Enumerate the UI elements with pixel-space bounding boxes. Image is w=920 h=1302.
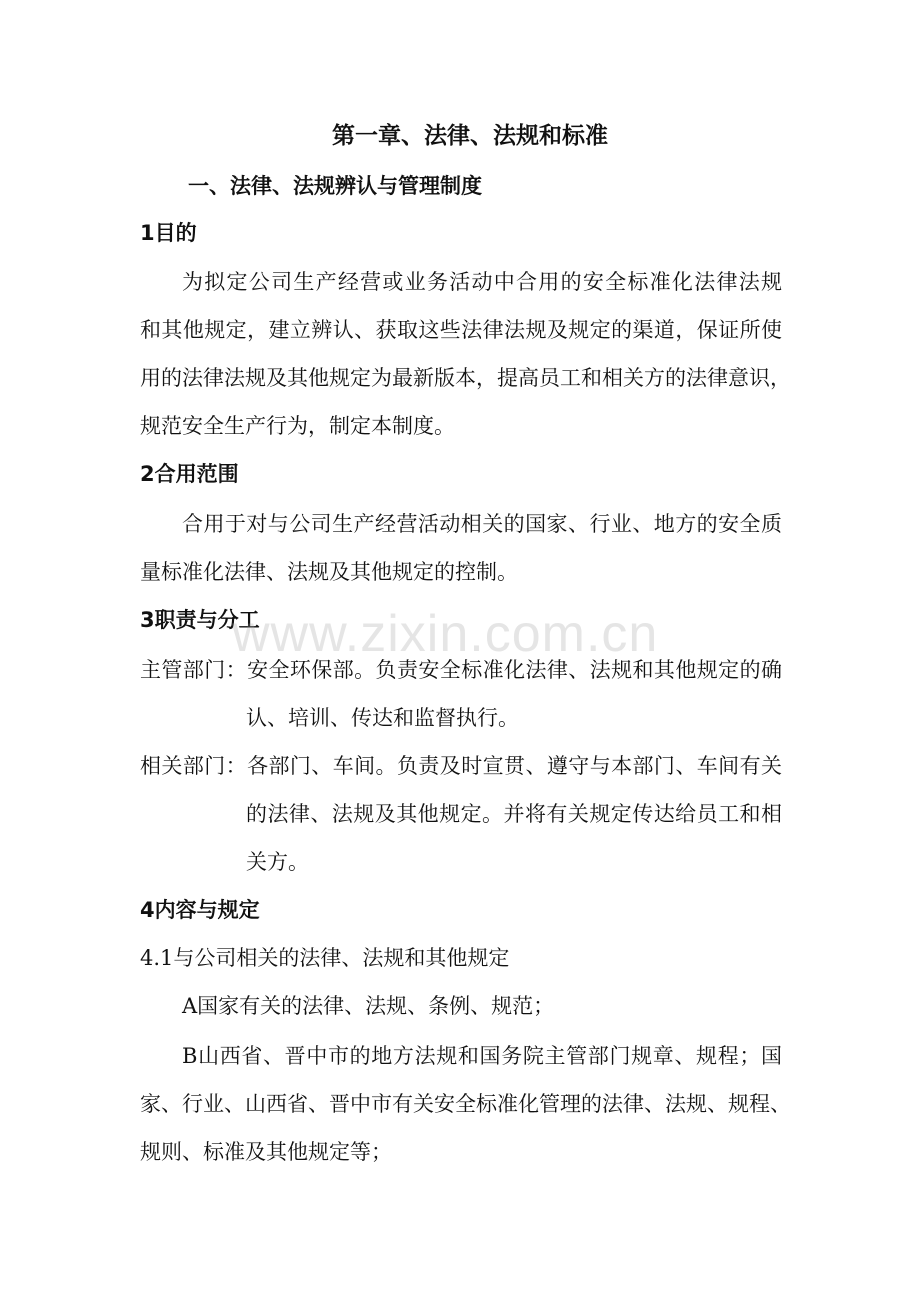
purpose-paragraph-line-1: 为拟定公司生产经营或业务活动中合用的安全标准化法律法规	[182, 270, 782, 294]
purpose-paragraph-line-2: 和其他规定，建立辨认、获取这些法律法规及规定的渠道，保证所使	[140, 318, 782, 342]
item-b-line-1: B山西省、晋中市的地方法规和国务院主管部门规章、规程；国	[182, 1044, 782, 1068]
heading-responsibilities: 3职责与分工	[140, 608, 260, 632]
responsibility-main-dept-line-1: 主管部门：安全环保部。负责安全标准化法律、法规和其他规定的确	[140, 658, 782, 682]
item-b-line-2: 家、行业、山西省、晋中市有关安全标准化管理的法律、法规、规程、	[140, 1092, 791, 1116]
watermark-text: www.zixin.com.cn	[232, 605, 659, 663]
scope-paragraph-line-2: 量标准化法律、法规及其他规定的控制。	[140, 560, 518, 584]
purpose-paragraph-line-3: 用的法律法规及其他规定为最新版本，提高员工和相关方的法律意识，	[140, 366, 791, 390]
item-b-line-3: 规则、标准及其他规定等；	[140, 1140, 392, 1164]
heading-content: 4内容与规定	[140, 898, 260, 922]
item-a: A国家有关的法律、法规、条例、规范；	[182, 994, 555, 1018]
scope-paragraph-line-1: 合用于对与公司生产经营活动相关的国家、行业、地方的安全质	[182, 512, 782, 536]
section-title: 一、法律、法规辨认与管理制度	[188, 174, 482, 198]
responsibility-main-dept-line-2: 认、培训、传达和监督执行。	[246, 706, 519, 730]
chapter-title: 第一章、法律、法规和标准	[332, 123, 608, 149]
responsibility-related-dept-line-2: 的法律、法规及其他规定。并将有关规定传达给员工和相	[246, 802, 782, 826]
heading-scope: 2合用范围	[140, 462, 239, 486]
subheading-4-1: 4.1与公司相关的法律、法规和其他规定	[140, 946, 510, 970]
responsibility-related-dept-line-3: 关方。	[246, 850, 309, 874]
purpose-paragraph-line-4: 规范安全生产行为，制定本制度。	[140, 414, 455, 438]
heading-purpose: 1目的	[140, 221, 197, 245]
responsibility-related-dept-line-1: 相关部门：各部门、车间。负责及时宣贯、遵守与本部门、车间有关	[140, 754, 782, 778]
